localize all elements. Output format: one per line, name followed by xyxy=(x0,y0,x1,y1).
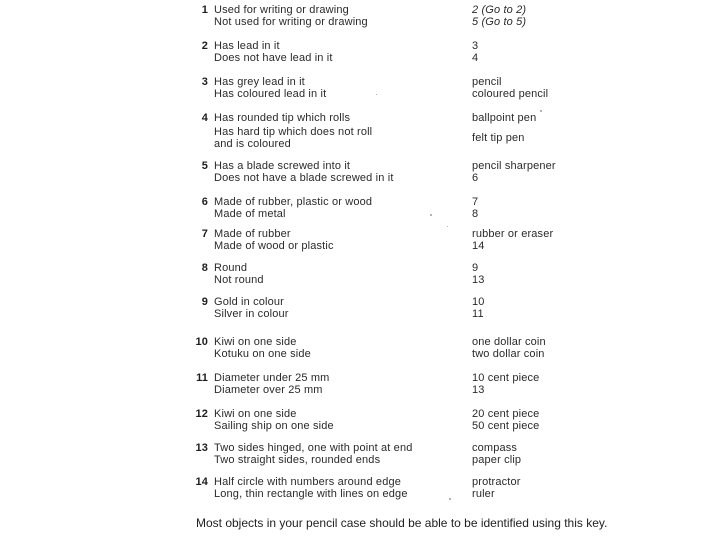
key-description: Silver in colour xyxy=(214,308,289,320)
key-line xyxy=(190,126,610,138)
key-result: 8 xyxy=(472,208,479,220)
key-result: 5 (Go to 5) xyxy=(472,16,527,28)
key-result: pencil sharpener xyxy=(472,160,556,172)
couplet xyxy=(190,160,610,184)
key-result: paper clip xyxy=(472,454,522,466)
couplet xyxy=(190,336,610,360)
key-line xyxy=(190,336,610,348)
key-line xyxy=(190,196,610,208)
key-result: 14 xyxy=(472,240,485,252)
key-description: Made of rubber xyxy=(214,228,291,240)
key-result: 11 xyxy=(472,308,484,320)
key-line xyxy=(190,40,610,52)
key-description: Used for writing or drawing xyxy=(214,4,349,16)
key-description: Kiwi on one side xyxy=(214,336,297,348)
key-result: one dollar coin xyxy=(472,336,546,348)
key-description: Has a blade screwed into it xyxy=(214,160,351,172)
key-description: Diameter over 25 mm xyxy=(214,384,323,396)
key-description: Not used for writing or drawing xyxy=(214,16,368,28)
couplet-number: 7 xyxy=(201,228,208,240)
key-result: 3 xyxy=(472,40,479,52)
key-line xyxy=(190,442,610,454)
key-result: 13 xyxy=(472,384,485,396)
key-description: Does not have a blade screwed in it xyxy=(214,172,394,184)
key-line xyxy=(190,4,610,16)
key-line xyxy=(190,274,610,286)
scan-speck xyxy=(430,214,432,216)
key-description: Gold in colour xyxy=(214,296,284,308)
key-description: Has coloured lead in it xyxy=(214,88,327,100)
key-line xyxy=(190,112,610,124)
couplet-number: 12 xyxy=(195,408,208,420)
key-line xyxy=(190,348,610,360)
key-description: Made of wood or plastic xyxy=(214,240,334,252)
key-line xyxy=(190,384,610,396)
couplet xyxy=(190,40,610,64)
key-description: Round xyxy=(214,262,248,274)
key-line xyxy=(190,296,610,308)
key-line xyxy=(190,160,610,172)
couplet xyxy=(190,262,610,286)
key-result: 4 xyxy=(472,52,479,64)
key-line xyxy=(190,88,610,100)
scan-speck xyxy=(376,94,377,95)
key-line xyxy=(190,408,610,420)
key-result: 2 (Go to 2) xyxy=(472,4,527,16)
key-line xyxy=(190,16,610,28)
key-description: Has lead in it xyxy=(214,40,280,52)
couplet xyxy=(190,296,610,320)
key-description: Kotuku on one side xyxy=(214,348,311,360)
key-line xyxy=(190,308,610,320)
key-description: Sailing ship on one side xyxy=(214,420,334,432)
scan-speck xyxy=(540,110,542,112)
key-line xyxy=(190,488,610,500)
key-description: Made of metal xyxy=(214,208,286,220)
key-result: pencil xyxy=(472,76,502,88)
couplet-number: 2 xyxy=(201,40,208,52)
key-line xyxy=(190,240,610,252)
couplet xyxy=(190,372,610,396)
key-result: 50 cent piece xyxy=(472,420,540,432)
key-result: coloured pencil xyxy=(472,88,549,100)
couplet xyxy=(190,476,610,500)
key-result: 10 xyxy=(472,296,485,308)
key-description: Long, thin rectangle with lines on edge xyxy=(214,488,408,500)
couplet-number: 6 xyxy=(201,196,208,208)
key-description: and is coloured xyxy=(214,138,291,150)
couplet xyxy=(190,408,610,432)
key-description: Does not have lead in it xyxy=(214,52,333,64)
key-description: Half circle with numbers around edge xyxy=(214,476,401,488)
couplet-number: 10 xyxy=(195,336,208,348)
couplet xyxy=(190,442,610,466)
key-result: protractor xyxy=(472,476,521,488)
couplet-number: 9 xyxy=(201,296,208,308)
key-line xyxy=(190,52,610,64)
key-line xyxy=(190,372,610,384)
key-line xyxy=(190,228,610,240)
couplet xyxy=(190,4,610,28)
key-description: Not round xyxy=(214,274,264,286)
couplet xyxy=(190,76,610,100)
key-line xyxy=(190,172,610,184)
couplet-number: 4 xyxy=(201,112,208,124)
key-result: 13 xyxy=(472,274,485,286)
couplet-number: 11 xyxy=(196,372,208,384)
key-description: Has hard tip which does not roll xyxy=(214,126,373,138)
key-result: ruler xyxy=(472,488,495,500)
couplet xyxy=(190,228,610,252)
scan-speck xyxy=(449,498,451,500)
key-line xyxy=(190,454,610,466)
key-result: 6 xyxy=(472,172,479,184)
couplet xyxy=(190,196,610,220)
footer-note: Most objects in your pencil case should be able to be identified using this key. xyxy=(196,516,608,530)
scan-speck xyxy=(447,226,448,227)
key-result: two dollar coin xyxy=(472,348,545,360)
key-result: 10 cent piece xyxy=(472,372,540,384)
key-line xyxy=(190,208,610,220)
key-result: felt tip pen xyxy=(472,132,525,144)
key-description: Has rounded tip which rolls xyxy=(214,112,351,124)
key-description: Diameter under 25 mm xyxy=(214,372,330,384)
key-description: Two sides hinged, one with point at end xyxy=(214,442,413,454)
key-description: Has grey lead in it xyxy=(214,76,305,88)
key-line xyxy=(190,76,610,88)
key-result: 20 cent piece xyxy=(472,408,540,420)
couplet-number: 3 xyxy=(201,76,208,88)
couplet-number: 5 xyxy=(201,160,208,172)
couplet-number: 8 xyxy=(201,262,208,274)
key-result: compass xyxy=(472,442,518,454)
couplet-number: 13 xyxy=(195,442,208,454)
couplet-number: 1 xyxy=(201,4,208,16)
key-result: ballpoint pen xyxy=(472,112,537,124)
key-description: Kiwi on one side xyxy=(214,408,297,420)
key-line xyxy=(190,262,610,274)
key-result: rubber or eraser xyxy=(472,228,554,240)
key-description: Two straight sides, rounded ends xyxy=(214,454,381,466)
key-line xyxy=(190,476,610,488)
key-result: 7 xyxy=(472,196,479,208)
key-description: Made of rubber, plastic or wood xyxy=(214,196,373,208)
key-line xyxy=(190,420,610,432)
couplet xyxy=(190,112,610,150)
couplet-number: 14 xyxy=(195,476,208,488)
key-result: 9 xyxy=(472,262,479,274)
